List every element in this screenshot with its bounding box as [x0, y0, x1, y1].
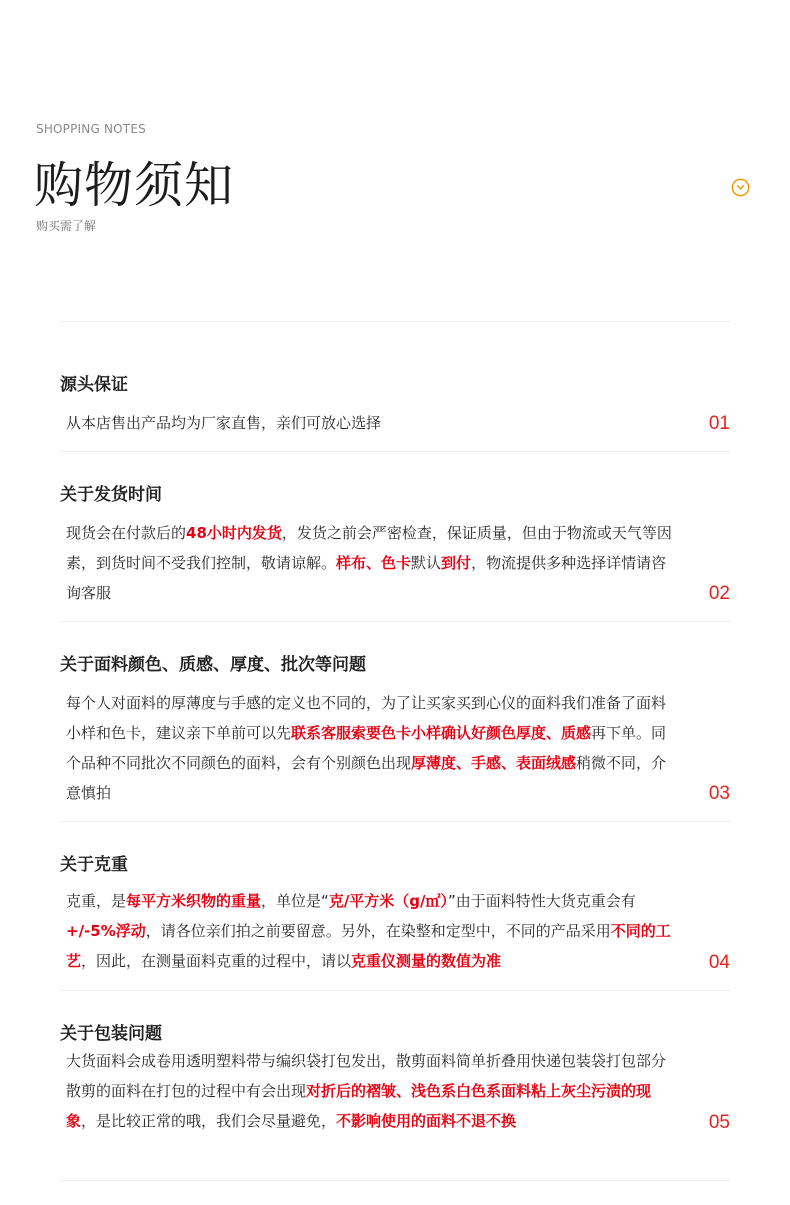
chevron-down-circle-icon[interactable] [731, 178, 750, 197]
highlight-text: 到付 [441, 554, 472, 572]
highlight-text: 克/平方米（g/㎡） [328, 892, 449, 910]
section-number: 03 [708, 783, 730, 804]
notice-section-packaging [60, 1019, 730, 1133]
highlight-text: 每平方米织物的重量 [126, 892, 262, 910]
section-number: 02 [708, 583, 730, 604]
section-divider [60, 1180, 730, 1181]
section-body: 大货面料会成卷用透明塑料带与编织袋打包发出，散剪面料简单折叠用快递包装袋打包部分散剪的面料在打包的过程中有会出现对折后的褶皱、浅色系白色系面料粘上灰尘污渍的现象，是比较正常的哦，我们会尽量避免，不影响使用的面料不退不换 [66, 1052, 667, 1130]
section-divider [60, 821, 730, 822]
notice-section-shipping-time [60, 480, 730, 604]
notice-section-fabric-quality [60, 650, 730, 804]
highlight-text: 对折后的褶皱、浅色系白色系面料粘上灰尘污渍的现象 [66, 1082, 652, 1130]
highlight-text: 48小时内发货 [186, 524, 282, 542]
highlight-text: 不影响使用的面料不退不换 [336, 1112, 517, 1130]
top-divider [60, 321, 730, 322]
section-title: 关于克重 [60, 855, 128, 875]
section-body: 克重，是每平方米织物的重量，单位是“克/平方米（g/㎡）”由于面料特性大货克重会有+/-5%浮动，请各位亲们拍之前要留意。另外，在染整和定型中，不同的产品采用不同的工艺，因此，在测量面料克重的过程中，请以克重仪测量的数值为准 [66, 892, 671, 970]
section-number: 04 [708, 952, 730, 973]
section-divider [60, 621, 730, 622]
section-title: 源头保证 [60, 375, 128, 395]
section-body: 从本店售出产品均为厂家直售，亲们可放心选择 [66, 414, 382, 432]
section-title: 关于包装问题 [60, 1024, 162, 1044]
section-body: 现货会在付款后的48小时内发货，发货之前会严密检查，保证质量，但由于物流或天气等因素，到货时间不受我们控制，敬请谅解。样布、色卡默认到付，物流提供多种选择详情请咨询客服 [66, 524, 672, 602]
highlight-text: 不同的工艺 [66, 922, 671, 970]
notice-section-fabric-weight [60, 850, 730, 973]
section-number: 05 [708, 1112, 730, 1133]
page-title: 购物须知 [34, 157, 235, 214]
section-divider [60, 451, 730, 452]
highlight-text: 样布、色卡 [336, 554, 412, 572]
section-number: 01 [708, 413, 730, 434]
header-subtitle-cn: 购买需了解 [36, 219, 97, 233]
highlight-text: 联系客服索要色卡小样确认好颜色厚度、质感 [291, 724, 592, 742]
section-body: 每个人对面料的厚薄度与手感的定义也不同的，为了让买家买到心仪的面料我们准备了面料小样和色卡，建议亲下单前可以先联系客服索要色卡小样确认好颜色厚度、质感再下单。同个品种不同批次不同颜色的面料，会有个别颜色出现厚薄度、手感、表面绒感稍微不同，介意慎拍 [66, 694, 667, 802]
header-subtitle-en: SHOPPING NOTES [36, 122, 146, 136]
highlight-text: 厚薄度、手感、表面绒感 [411, 754, 577, 772]
highlight-text: 克重仪测量的数值为准 [351, 952, 502, 970]
notice-section-source-guarantee [60, 370, 730, 434]
section-title: 关于面料颜色、质感、厚度、批次等问题 [60, 655, 366, 675]
highlight-text: +/-5%浮动 [66, 922, 146, 940]
section-divider [60, 990, 730, 991]
section-title: 关于发货时间 [60, 485, 162, 505]
